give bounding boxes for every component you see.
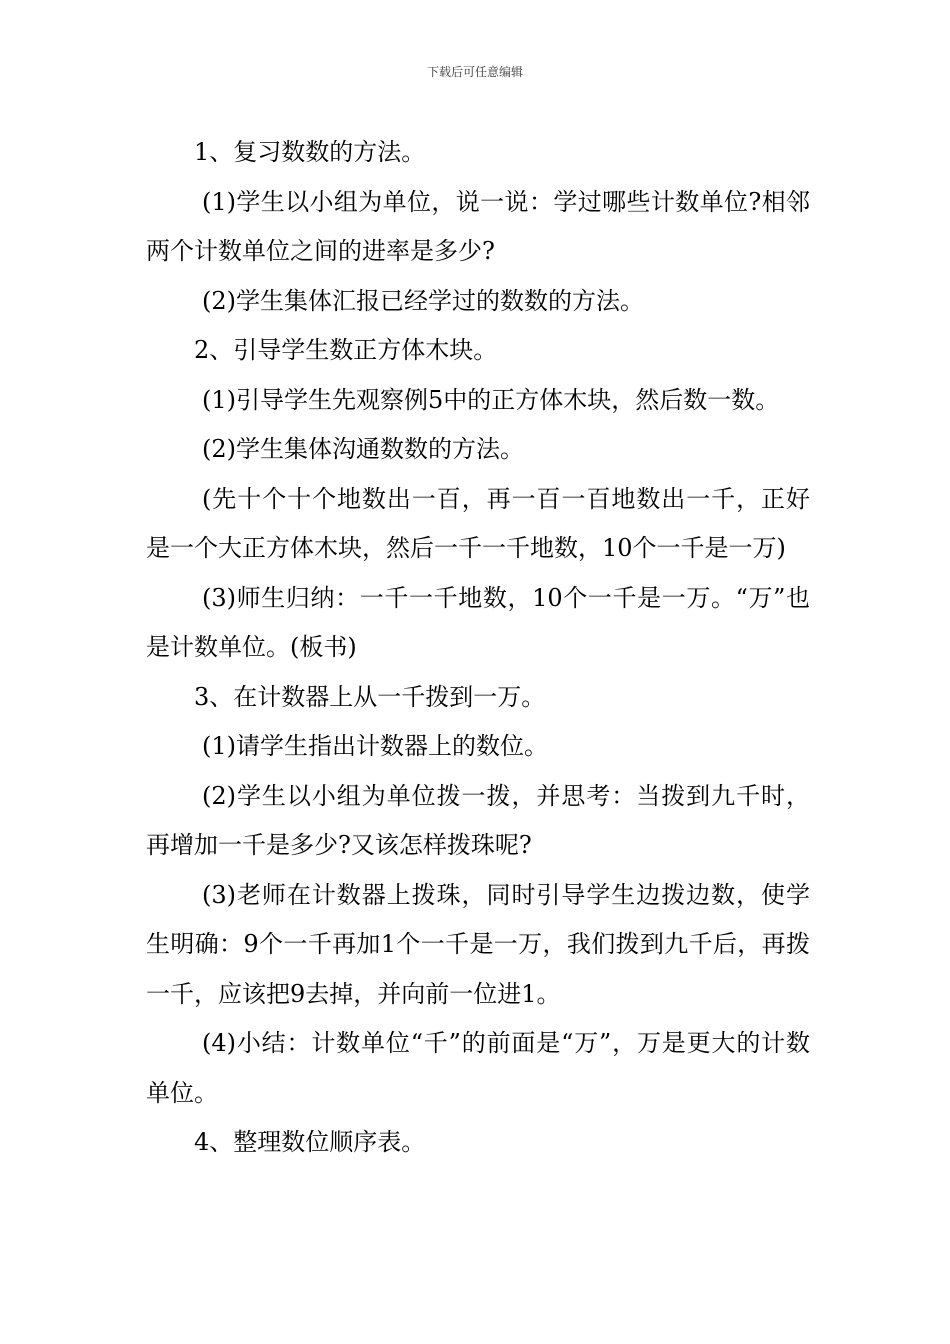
paragraph-3-1: (1)请学生指出计数器上的数位。 — [202, 732, 548, 760]
paragraph-section-3-title: 3、在计数器上从一千拨到一万。 — [194, 682, 546, 711]
paragraph-section-2-title: 2、引导学生数正方体木块。 — [194, 336, 498, 364]
paragraph-1-2: (2)学生集体汇报已经学过的数数的方法。 — [202, 286, 644, 315]
paragraph-3-3: (3)老师在计数器上拨珠，同时引导学生边拨边数，使学生明确：9个一千再加1个一千是一万，我们拨到九千后，再拨一千，应该把9去掉，并向前一位进1。 — [146, 880, 810, 1008]
paragraph-2-1: (1)引导学生先观察例5中的正方体木块，然后数一数。 — [202, 385, 780, 414]
document-body — [146, 128, 810, 1168]
paragraph-2-3: (3)师生归纳：一千一千地数，10个一千是一万。“万”也是计数单位。(板书) — [146, 583, 810, 661]
paragraph-2-note: (先十个十个地数出一百，再一百一百地数出一千，正好是一个大正方体木块，然后一千一千地数，10个一千是一万) — [146, 484, 810, 562]
paragraph-3-2: (2)学生以小组为单位拨一拨，并思考：当拨到九千时，再增加一千是多少?又该怎样拨珠呢? — [146, 781, 810, 859]
paragraph-section-1-title: 1、复习数数的方法。 — [194, 138, 426, 166]
paragraph-2-2: (2)学生集体沟通数数的方法。 — [202, 435, 524, 463]
paragraph-3-4: (4)小结：计数单位“千”的前面是“万”，万是更大的计数单位。 — [146, 1029, 810, 1107]
page-header: 下载后可任意编辑 — [426, 65, 523, 79]
paragraph-section-4-title: 4、整理数位顺序表。 — [194, 1128, 426, 1156]
paragraph-1-1: (1)学生以小组为单位，说一说：学过哪些计数单位?相邻两个计数单位之间的进率是多少? — [146, 187, 810, 265]
